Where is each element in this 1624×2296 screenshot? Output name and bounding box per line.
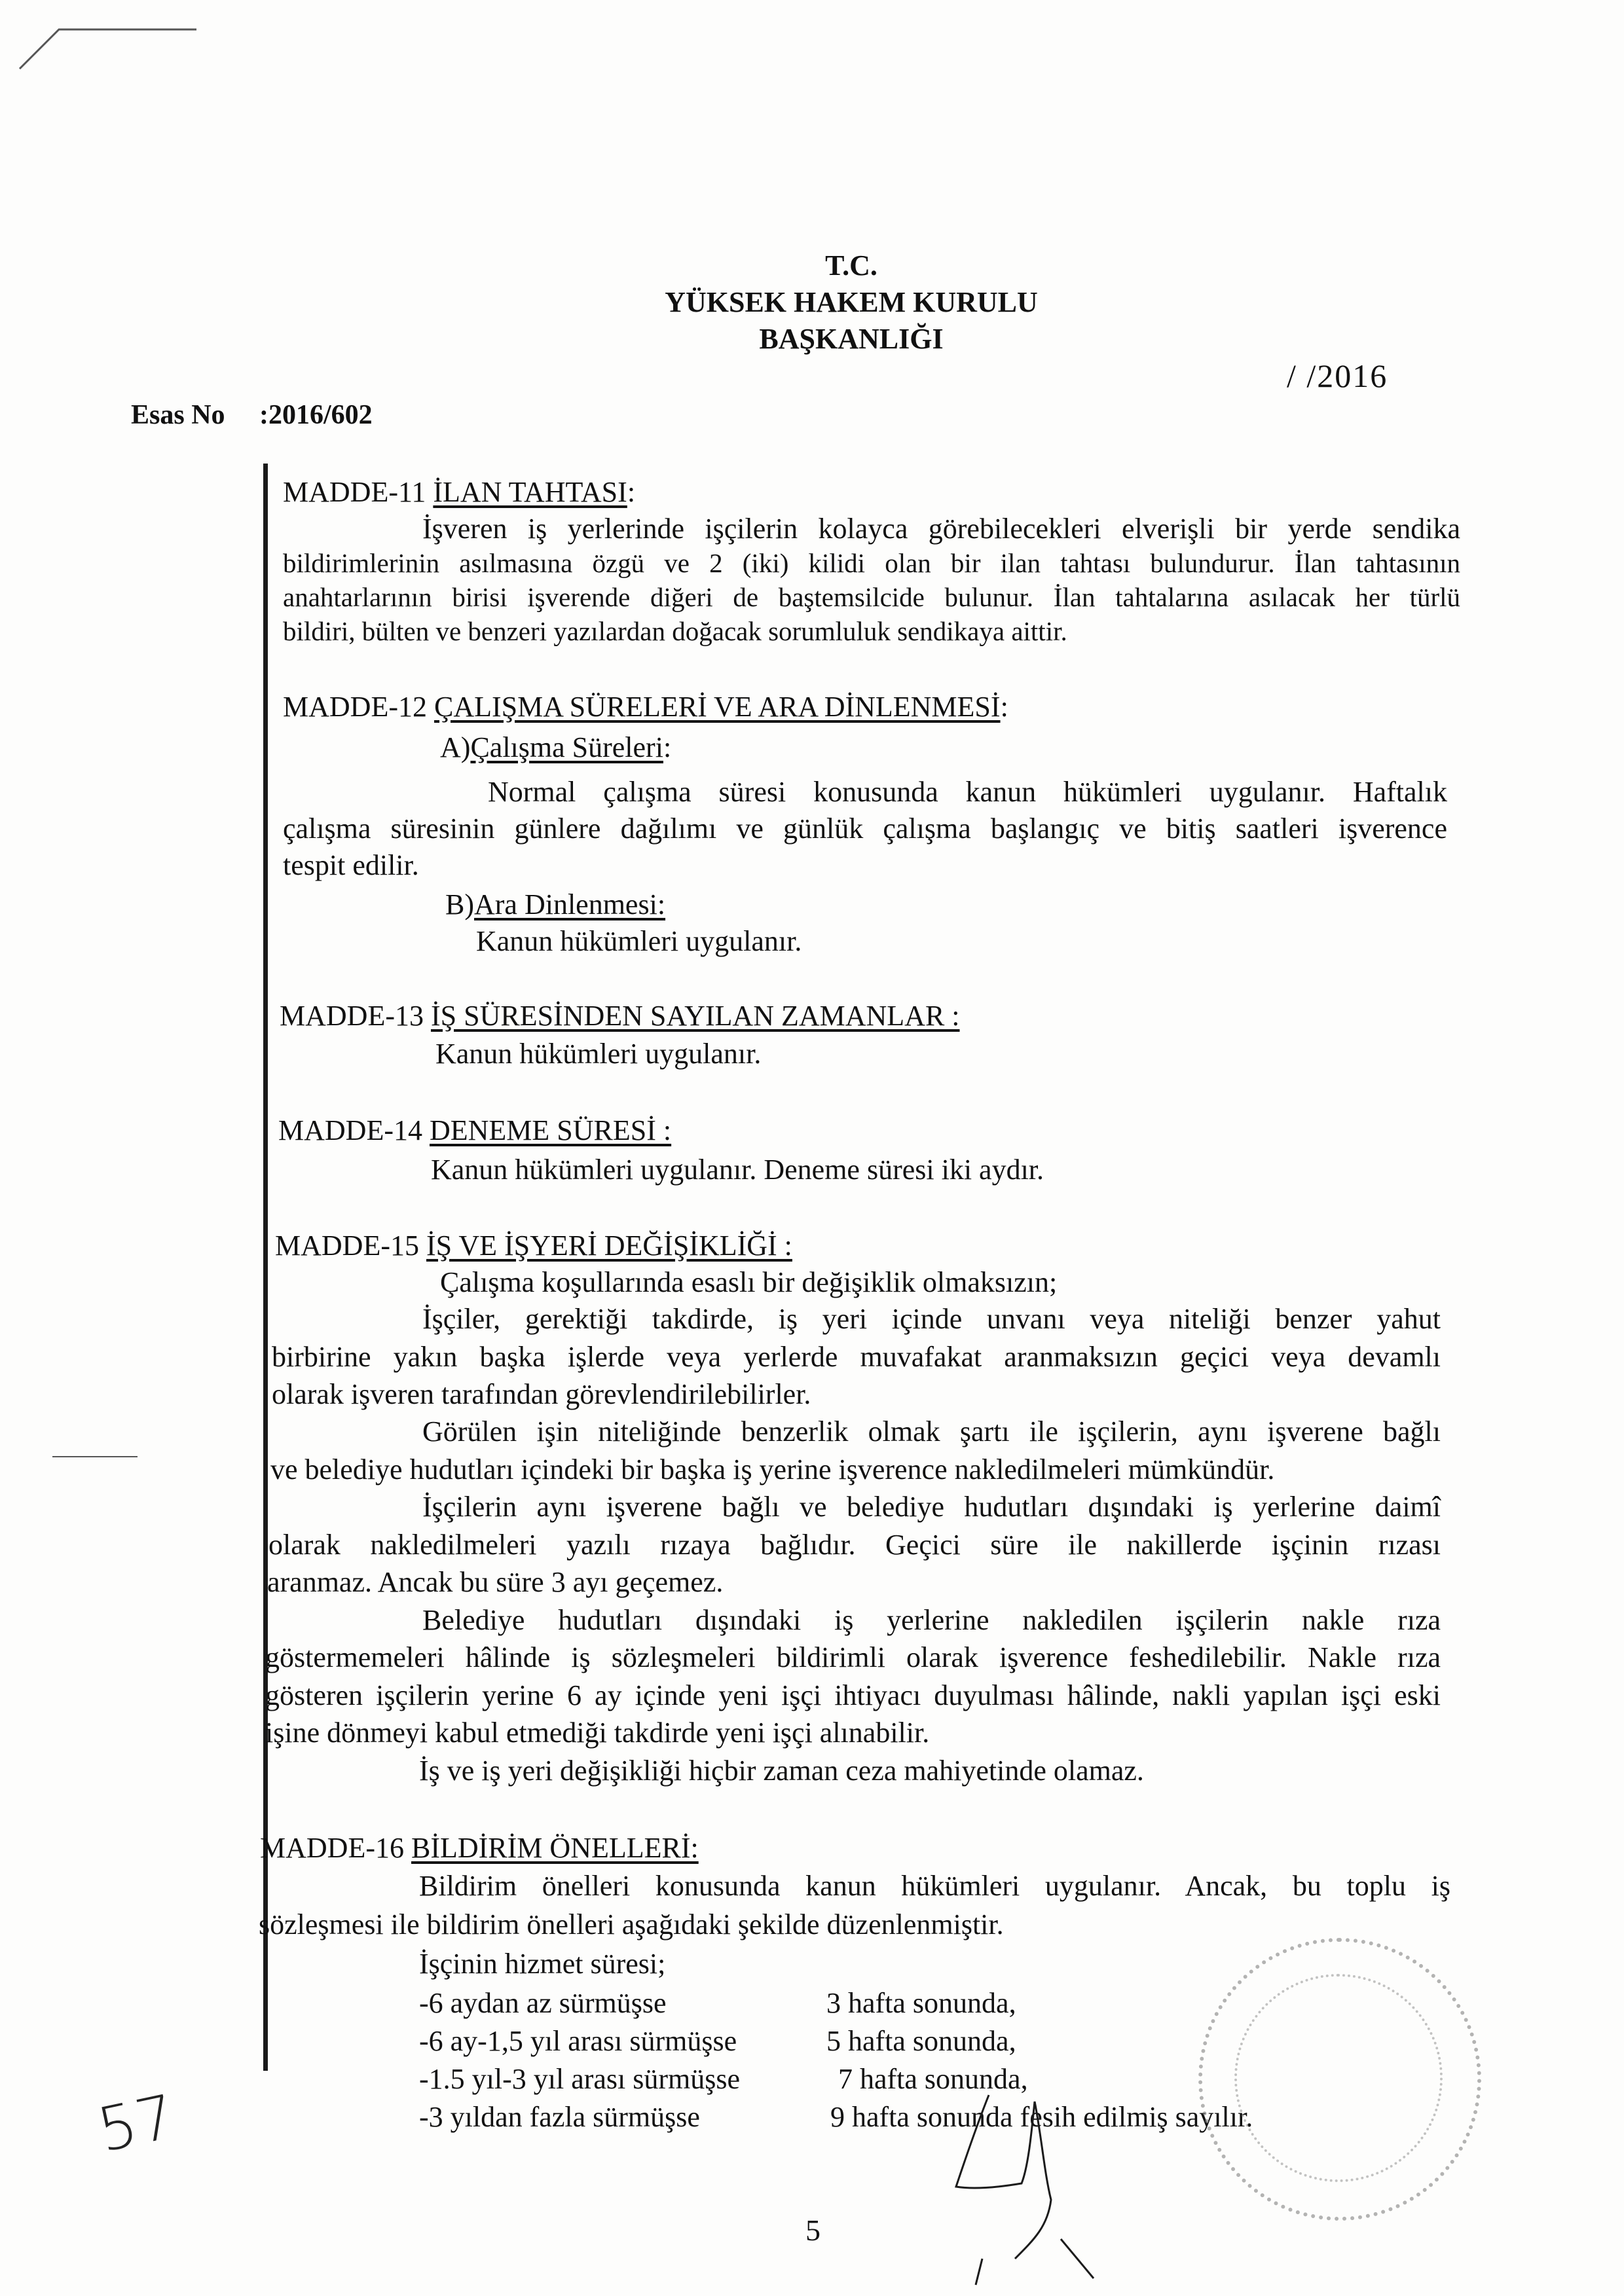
article-15-line: İş ve iş yeri değişikliği hiçbir zaman ceza mahiyetinde olamaz. <box>419 1755 1144 1787</box>
article-12-line: Normal çalışma süresi konusunda kanun hükümleri uygulanır. Haftalık <box>488 776 1447 808</box>
article-12-b-heading: B)Ara Dinlenmesi: <box>445 888 666 920</box>
margin-page-number: 57 <box>92 2081 181 2166</box>
article-14-heading: MADDE-14 DENEME SÜRESİ : <box>278 1114 672 1146</box>
article-11-line: bildirimlerinin asılmasına özgü ve 2 (iki) kilidi olan bir ilan tahtası bulundurur. İlan tahtasının <box>283 548 1460 578</box>
article-15-line: İşçilerin aynı işverene bağlı ve belediye hudutları dışındaki iş yerlerine daimî <box>422 1491 1441 1523</box>
notice-period-duration: -3 yıldan fazla sürmüşse <box>419 2101 700 2133</box>
article-11-heading: MADDE-11 İLAN TAHTASI: <box>283 476 636 508</box>
page-number: 5 <box>805 2214 821 2247</box>
article-16-heading: MADDE-16 BİLDİRİM ÖNELLERİ: <box>260 1832 699 1864</box>
article-12-line: çalışma süresinin günlere dağılımı ve günlük çalışma başlangıç ve bitiş saatleri işverence <box>283 812 1447 845</box>
article-12-line: tespit edilir. <box>283 849 419 881</box>
esas-number: :2016/602 <box>259 400 373 430</box>
article-15-line: birbirine yakın başka işlerde veya yerlerde muvafakat aranmaksızın geçici veya devamlı <box>272 1341 1441 1373</box>
article-15-line: aranmaz. Ancak bu süre 3 ayı geçemez. <box>267 1566 724 1598</box>
article-15-line: işine dönmeyi kabul etmediği takdirde yeni işçi alınabilir. <box>265 1717 930 1749</box>
article-11-line: bildiri, bülten ve benzeri yazılardan doğacak sorumluluk sendikaya aittir. <box>283 616 1067 646</box>
header-office: BAŞKANLIĞI <box>759 323 944 355</box>
article-15-line: ve belediye hudutları içindeki bir başka iş yerine işverence nakledilmeleri mümkündür. <box>270 1453 1275 1485</box>
article-15-line: göstermemeleri hâlinde iş sözleşmeleri bildirimli olarak işverence feshedilebilir. Nakle rıza <box>265 1641 1441 1673</box>
article-15-line: olarak işveren tarafından görevlendirilebilirler. <box>272 1378 811 1410</box>
handwritten-signature <box>936 2075 1107 2291</box>
article-12-b-text: Kanun hükümleri uygulanır. <box>476 925 802 957</box>
article-16-line: sözleşmesi ile bildirim önelleri aşağıdaki şekilde düzenlenmiştir. <box>259 1908 1004 1941</box>
article-11-line: İşveren iş yerlerinde işçilerin kolayca görebilecekleri elverişli bir yerde sendika <box>422 513 1460 545</box>
document-date: / /2016 <box>1287 357 1388 394</box>
notice-period-value: 5 hafta sonunda, <box>826 2025 1016 2057</box>
notice-period-duration: -6 ay-1,5 yıl arası sürmüşse <box>419 2025 737 2057</box>
corner-scan-mark <box>13 13 210 79</box>
article-15-line: olarak nakledilmeleri yazılı rızaya bağlıdır. Geçici süre ile nakillerde işçinin rızası <box>268 1529 1441 1561</box>
article-15-line: İşçiler, gerektiği takdirde, iş yeri içinde unvanı veya niteliği benzer yahut <box>422 1303 1441 1335</box>
article-13-text: Kanun hükümleri uygulanır. <box>435 1038 762 1070</box>
official-seal-inner-ring <box>1234 1974 1443 2182</box>
notice-period-value: 9 hafta sonunda fesih edilmiş sayılır. <box>830 2101 1253 2133</box>
notice-period-value: 3 hafta sonunda, <box>826 1987 1016 2019</box>
article-15-heading: MADDE-15 İŞ VE İŞYERİ DEĞİŞİKLİĞİ : <box>275 1230 792 1262</box>
esas-label: Esas No <box>131 400 225 430</box>
article-12-heading: MADDE-12 ÇALIŞMA SÜRELERİ VE ARA DİNLENMESİ: <box>283 691 1008 723</box>
notice-period-duration: -1.5 yıl-3 yıl arası sürmüşse <box>419 2063 741 2095</box>
article-15-line: Belediye hudutları dışındaki iş yerlerine nakledilen işçilerin nakle rıza <box>422 1604 1441 1636</box>
notice-period-value: 7 hafta sonunda, <box>838 2063 1028 2095</box>
header-institution: YÜKSEK HAKEM KURULU <box>665 286 1038 318</box>
article-13-heading: MADDE-13 İŞ SÜRESİNDEN SAYILAN ZAMANLAR : <box>280 1000 960 1032</box>
article-16-line: Bildirim önelleri konusunda kanun hükümleri uygulanır. Ancak, bu toplu iş <box>419 1870 1450 1902</box>
header-tc: T.C. <box>825 249 877 282</box>
article-11-line: anahtarlarının birisi işverende diğeri de baştemsilcide bulunur. İlan tahtalarına asılacak her türlü <box>283 582 1460 612</box>
article-14-text: Kanun hükümleri uygulanır. Deneme süresi iki aydır. <box>431 1154 1044 1186</box>
article-15-line: Çalışma koşullarında esaslı bir değişiklik olmaksızın; <box>440 1266 1058 1298</box>
article-15-line: Görülen işin niteliğinde benzerlik olmak şartı ile işçilerin, aynı işverene bağlı <box>422 1415 1441 1448</box>
article-12-a-heading: A)Çalışma Süreleri: <box>440 731 672 763</box>
notice-period-duration: -6 aydan az sürmüşse <box>419 1987 667 2019</box>
article-15-line: gösteren işçilerin yerine 6 ay içinde yeni işçi ihtiyacı duyulması hâlinde, nakli yapılan işçi eski <box>265 1679 1441 1711</box>
margin-tick-mark <box>52 1450 144 1463</box>
article-16-line: İşçinin hizmet süresi; <box>419 1948 666 1980</box>
